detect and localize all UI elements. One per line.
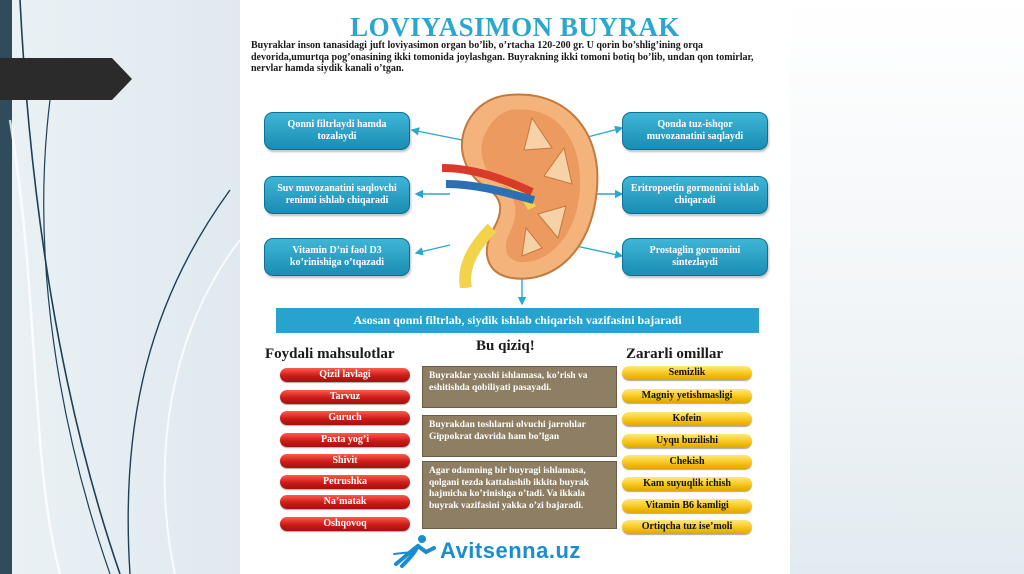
useful-item: Na’matak <box>280 495 410 509</box>
poster-title: LOVIYASIMON BUYRAK <box>350 12 680 42</box>
useful-item: Shivit <box>280 454 410 468</box>
kidney-poster <box>240 0 790 574</box>
harmful-item: Kofein <box>622 412 752 426</box>
function-box-left-1: Qonni filtrlaydi hamda tozalaydi <box>264 112 410 150</box>
kidney-illustration-icon <box>432 88 602 288</box>
fact-box-3: Agar odamning bir buyragi ishlamasa, qolgani tezda kattalashib ikkita buyrak hajmicha ko’rinishga o’tadi. Va ikkala buyrak vazifasini yakka o’zi bajaradi. <box>422 461 617 529</box>
function-box-right-1: Qonda tuz-ishqor muvozanatini saqlaydi <box>622 112 768 150</box>
function-box-right-2: Eritropoetin gormonini ishlab chiqaradi <box>622 176 768 214</box>
avitsenna-logo[interactable] <box>392 532 642 570</box>
useful-item: Oshqovoq <box>280 517 410 531</box>
harmful-item: Ortiqcha tuz ise’moli <box>622 520 752 534</box>
runner-logo-icon <box>392 534 436 568</box>
poster-intro: Buyraklar inson tanasidagi juft loviyasimon organ bo’lib, o’rtacha 120-200 gr. U qorin bo’shlig’ining orqa devorida,umurtqa pog’onasining ikki tomonida joylashgan. Buyrakning ikki tomoni botiq bo’lib, undan qon tomirlar, nervlar hamda siydik kanali o’tgan. <box>251 40 754 74</box>
fact-box-1: Buyraklar yaxshi ishlamasa, ko’rish va eshitishda qobiliyati pasayadi. <box>422 366 617 408</box>
slide-right-panel <box>790 0 1024 574</box>
useful-item: Paxta yog’i <box>280 433 410 447</box>
useful-products-heading: Foydali mahsulotlar <box>265 346 395 362</box>
harmful-factors-heading: Zararli omillar <box>626 346 724 362</box>
harmful-item: Magniy yetishmasligi <box>622 389 752 403</box>
useful-item: Tarvuz <box>280 390 410 404</box>
function-box-left-3: Vitamin D’ni faol D3 ko’rinishiga o’tqazadi <box>264 238 410 276</box>
harmful-item: Vitamin B6 kamligi <box>622 499 752 513</box>
function-box-right-3: Prostaglin gormonini sintezlaydi <box>622 238 768 276</box>
fact-box-2: Buyrakdan toshlarni olvuchi jarrohlar Gippokrat davrida ham bo’lgan <box>422 415 617 457</box>
main-function-banner: Asosan qonni filtrlab, siydik ishlab chiqarish vazifasini bajaradi <box>276 308 759 333</box>
harmful-item: Kam suyuqlik ichish <box>622 477 752 491</box>
harmful-item: Uyqu buzilishi <box>622 434 752 448</box>
useful-item: Qizil lavlagi <box>280 368 410 382</box>
useful-item: Petrushka <box>280 475 410 489</box>
harmful-item: Semizlik <box>622 366 752 380</box>
interesting-facts-heading: Bu qiziq! <box>476 338 535 354</box>
slide-arrow-icon <box>0 58 132 100</box>
useful-item: Guruch <box>280 411 410 425</box>
harmful-item: Chekish <box>622 455 752 469</box>
function-box-left-2: Suv muvozanatini saqlovchi reninni ishlab chiqaradi <box>264 176 410 214</box>
logo-text: Avitsenna.uz <box>440 538 581 563</box>
